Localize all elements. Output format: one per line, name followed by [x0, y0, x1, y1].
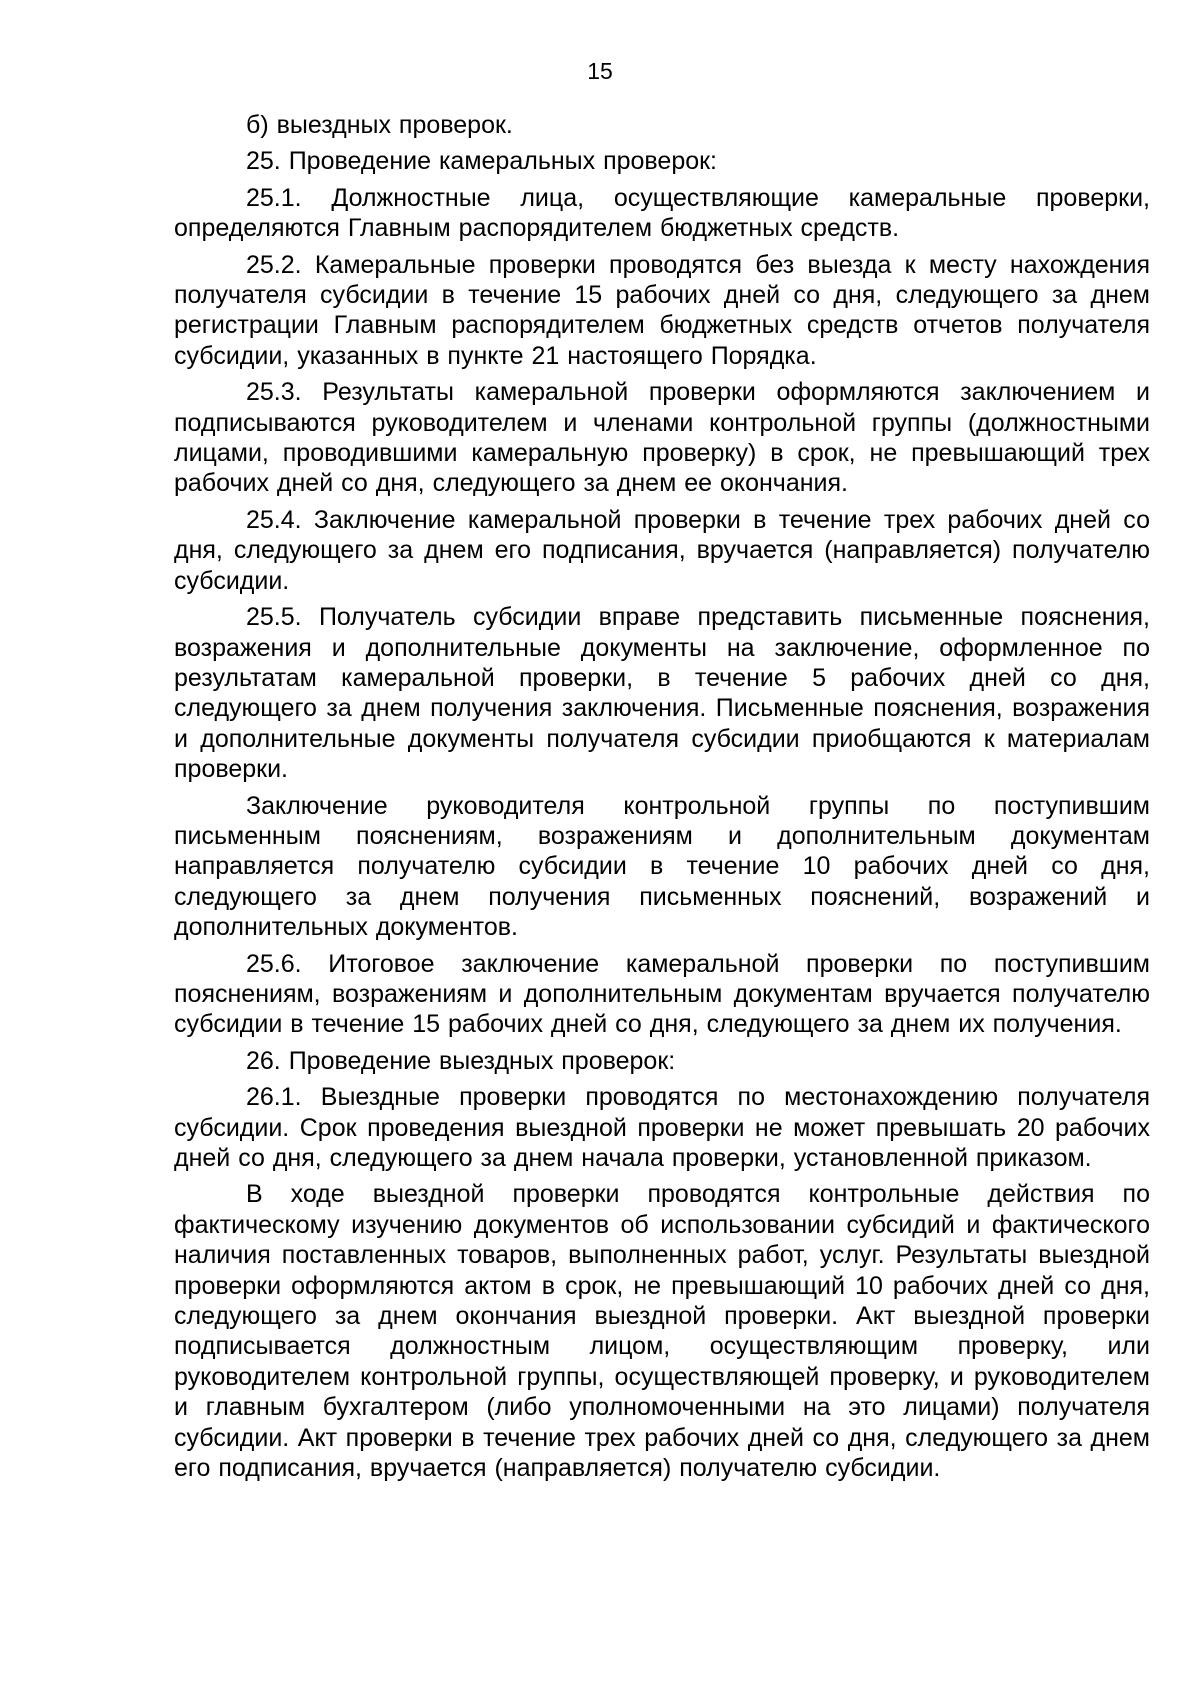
paragraph-25-6: 25.6. Итоговое заключение камеральной проверки по поступившим пояснениям, возражениям и дополнительным документам вручается получателю субсидии в течение 15 рабочих дней со дня, следующего за днем их получения.	[174, 949, 1150, 1039]
paragraph-item-b: б) выездных проверок.	[246, 111, 513, 139]
paragraph-25-5-conclusion: Заключение руководителя контрольной группы по поступившим письменным пояснениям, возражениям и дополнительным документам направляется получателю субсидии в течение 10 рабочих дней со дня, следующего за днем получения письменных пояснений, возражений и дополнительных документов.	[174, 791, 1150, 942]
document-body	[174, 110, 1150, 1489]
paragraph-25-4: 25.4. Заключение камеральной проверки в течение трех рабочих дней со дня, следующего за днем его подписания, вручается (направляется) получателю субсидии.	[174, 505, 1150, 595]
page-number: 15	[587, 58, 613, 84]
paragraph-25-2: 25.2. Камеральные проверки проводятся без выезда к месту нахождения получателя субсидии в течение 15 рабочих дней со дня, следующего за днем регистрации Главным распорядителем бюджетных средств отчетов получателя субсидии, указанных в пункте 21 настоящего Порядка.	[174, 250, 1150, 370]
paragraph-26-1-onsite: В ходе выездной проверки проводятся контрольные действия по фактическому изучению документов об использовании субсидий и фактического наличия поставленных товаров, выполненных работ, услуг. Результаты выездной проверки оформляются актом в срок, не превышающий 10 рабочих дней со дня, следующего за днем окончания выездной проверки. Акт выездной проверки подписывается должностным лицом, осуществляющим проверку, или руководителем контрольной группы, осуществляющей проверку, и руководителем и главным бухгалтером (либо уполномоченными на это лицами) получателя субсидии. Акт проверки в течение трех рабочих дней со дня, следующего за днем его подписания, вручается (направляется) получателю субсидии.	[174, 1180, 1150, 1483]
paragraph-25-3: 25.3. Результаты камеральной проверки оформляются заключением и подписываются руководителем и членами контрольной группы (должностными лицами, проводившими камеральную проверку) в срок, не превышающий трех рабочих дней со дня, следующего за днем ее окончания.	[174, 378, 1150, 498]
paragraph-26-1: 26.1. Выездные проверки проводятся по местонахождению получателя субсидии. Срок проведения выездной проверки не может превышать 20 рабочих дней со дня, следующего за днем начала проверки, установленной приказом.	[174, 1083, 1150, 1172]
paragraph-25-1: 25.1. Должностные лица, осуществляющие камеральные проверки, определяются Главным распорядителем бюджетных средств.	[174, 183, 1150, 243]
paragraph-26-heading: 26. Проведение выездных проверок:	[246, 1046, 676, 1075]
paragraph-25-heading: 25. Проведение камеральных проверок:	[246, 147, 718, 176]
paragraph-25-5: 25.5. Получатель субсидии вправе представить письменные пояснения, возражения и дополнительные документы на заключение, оформленное по результатам камеральной проверки, в течение 5 рабочих дней со дня, следующего за днем получения заключения. Письменные пояснения, возражения и дополнительные документы получателя субсидии приобщаются к материалам проверки.	[174, 603, 1150, 784]
